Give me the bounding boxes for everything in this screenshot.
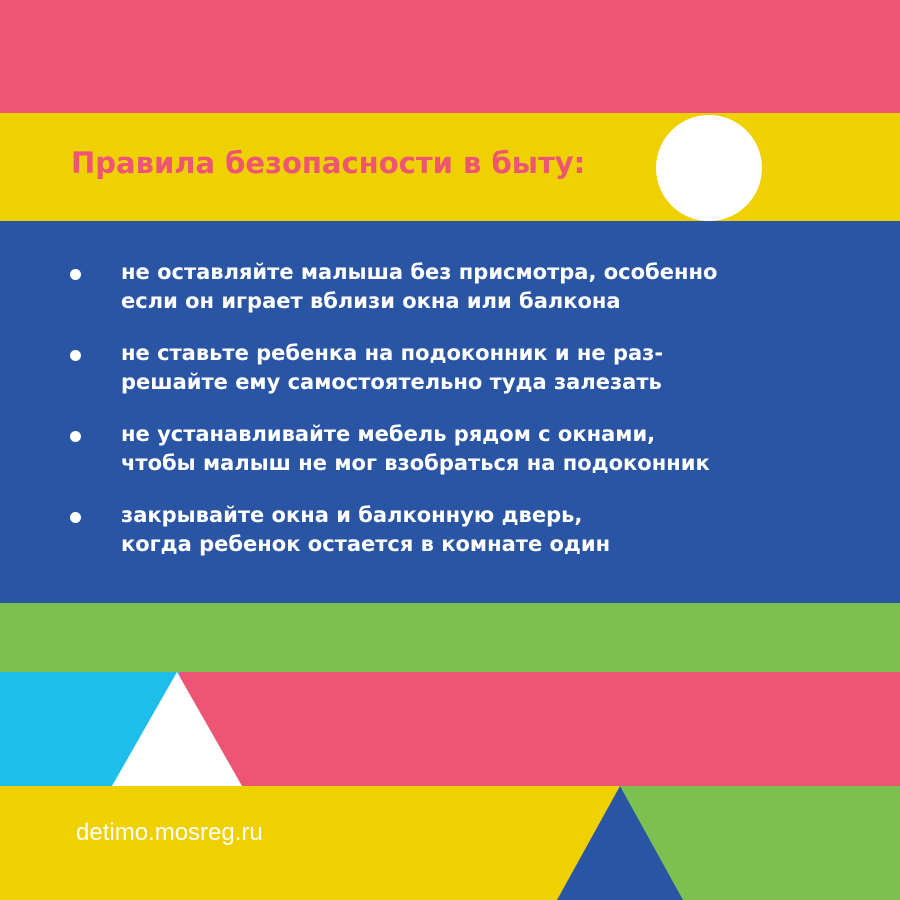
rule-text: не ставьте ребенка на подоконник и не раз- решайте ему самостоятельно туда залезать bbox=[121, 341, 664, 394]
rule-text: не устанавливайте мебель рядом с окнами, чтобы малыш не мог взобраться на подоконник bbox=[121, 422, 710, 475]
website-url: detimo.mosreg.ru bbox=[76, 819, 263, 846]
white-triangle-decoration bbox=[112, 672, 242, 786]
blue-triangle-decoration bbox=[557, 786, 683, 900]
rule-item bbox=[68, 339, 848, 397]
safety-rules-list bbox=[68, 258, 848, 582]
bullet-dot-icon bbox=[70, 269, 81, 280]
rule-item bbox=[68, 501, 848, 559]
bullet-dot-icon bbox=[70, 350, 81, 361]
page-title: Правила безопасности в быту: bbox=[71, 146, 586, 180]
bullet-dot-icon bbox=[70, 512, 81, 523]
bullet-dot-icon bbox=[70, 431, 81, 442]
rule-item bbox=[68, 420, 848, 478]
rule-text: закрывайте окна и балконную дверь, когда ребенок остается в комнате один bbox=[121, 503, 611, 556]
rule-item bbox=[68, 258, 848, 316]
rule-text: не оставляйте малыша без присмотра, особенно если он играет вблизи окна или балкона bbox=[121, 260, 718, 313]
